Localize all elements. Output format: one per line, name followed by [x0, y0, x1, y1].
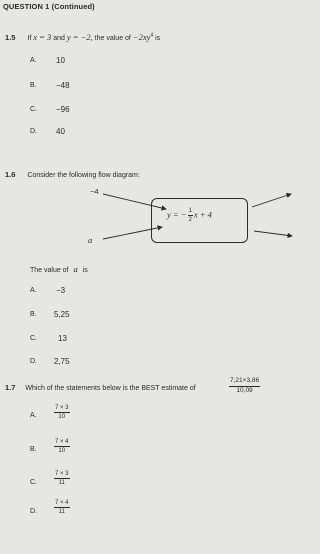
arrow-output-top [252, 194, 291, 207]
input-top: −4 [90, 187, 99, 196]
option-letter: C. [30, 479, 37, 486]
option-value: −48 [56, 81, 70, 90]
question-text: and [53, 35, 65, 42]
question-text: is [155, 35, 161, 42]
option-letter: D. [30, 128, 37, 135]
prompt-variable: a [73, 264, 78, 274]
prompt-text: The value of [30, 267, 69, 274]
expression: −2xy [132, 32, 151, 42]
condition-y: y = −2, [66, 32, 93, 42]
option-value: 40 [56, 127, 65, 136]
option-letter: A. [30, 287, 37, 294]
option-value: 5,25 [54, 310, 70, 319]
option-fraction [54, 405, 70, 420]
option-value: 2,75 [54, 357, 70, 366]
fraction-denominator: 2 [188, 217, 192, 223]
question-number: 1.5 [5, 33, 16, 42]
exponent: 4 [150, 32, 154, 39]
prompt-text: is [82, 267, 88, 274]
question-number: 1.7 [5, 383, 16, 392]
option-letter: C. [30, 335, 37, 342]
option-letter: B. [30, 446, 37, 453]
option-value: 13 [58, 334, 67, 343]
question-1-7 [5, 383, 196, 392]
question-text: the value of [94, 35, 131, 42]
option-letter: A. [30, 57, 37, 64]
condition-x: x = 3 [33, 32, 52, 42]
question-text: Consider the following flow diagram: [27, 172, 140, 179]
question-text: If [27, 35, 32, 42]
option-fraction [54, 471, 70, 486]
option-letter: B. [30, 82, 37, 89]
input-variable: a [88, 235, 93, 245]
option-letter: D. [30, 508, 37, 515]
option-fraction [54, 500, 70, 515]
option-letter: A. [30, 412, 37, 419]
estimate-fraction [229, 378, 260, 394]
arrow-input-bottom [103, 227, 162, 239]
option-letter: B. [30, 311, 37, 318]
option-value: −96 [56, 105, 70, 114]
question-text: Which of the statements below is the BEST estimate of [25, 385, 196, 392]
fraction-denominator: 10 [58, 414, 66, 420]
fraction-denominator: 11 [58, 509, 65, 515]
arrow-input-top [103, 194, 166, 209]
question-prompt [30, 264, 88, 274]
fraction-numerator: 7 × 4 [55, 500, 69, 506]
fraction-numerator: 7 × 4 [55, 439, 69, 445]
fraction-numerator: 7,21×3,86 [229, 378, 260, 387]
fraction-denominator: 10 [58, 448, 66, 454]
fraction-numerator: 7 × 3 [55, 405, 69, 411]
option-letter: D. [30, 358, 37, 365]
section-header: QUESTION 1 (Continued) [3, 2, 95, 11]
fraction-denominator: 11 [58, 480, 65, 486]
option-value: 10 [56, 56, 65, 65]
option-value: −3 [56, 286, 66, 295]
equation-right: x + 4 [193, 209, 212, 220]
option-letter: C. [30, 106, 37, 113]
arrow-output-bottom [254, 231, 292, 236]
equation-left: y = − [167, 209, 187, 220]
question-number: 1.6 [5, 170, 16, 179]
fraction-numerator: 1 [188, 208, 192, 214]
fraction-denominator: 10,09 [236, 386, 253, 394]
fraction-numerator: 7 × 3 [55, 471, 69, 477]
option-fraction [54, 439, 70, 454]
